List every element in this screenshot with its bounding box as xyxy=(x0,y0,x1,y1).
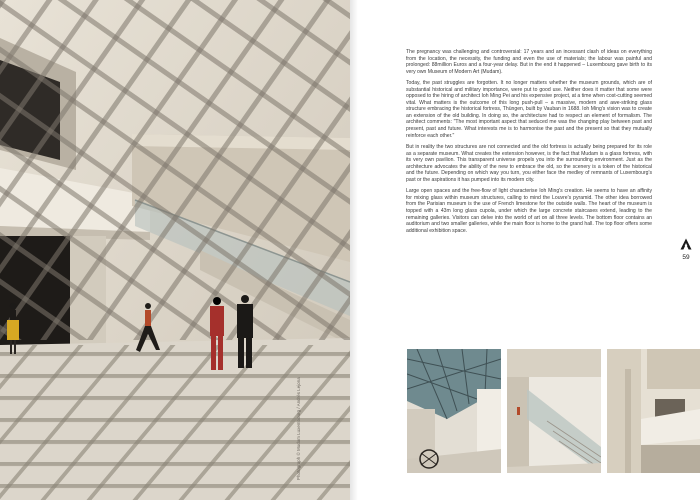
staircase-illustration xyxy=(507,349,601,473)
article-paragraph: Large open spaces and the free-flow of light characterise Ioh Ming's creation. He seems to have an affinity for mixing glass within museum structures, calling to mind the Louvre's pyramid. The other idea borrowed from the Parisian museum is the use of French limestone for the outside walls. The heart of the museum is topped with a 43m long glass cupola, under which the large concrete staircases extend, leading to the remaining galleries. Visitors can delve into the world of art on all three levels. The bottom floor contains an auditorium and two smaller galleries, while the main floor is home to the grand hall. The top floor offers some additional exhibition space. xyxy=(406,188,652,234)
photo-credit: Photograph © Mudam Luxembourg / Andrés Lejona xyxy=(296,377,301,480)
page-number: 59 xyxy=(682,254,690,261)
article-paragraph: Today, the past struggles are forgotten. It no longer matters whether the museum grounds, which are of substantial historical and military importance, were put to good use. Neither does it matter that some were opposed to the hiring of architect Ioh Ming Pei and his expensive project, at a time when cost-cutting seemed vital. What matters is the outcome of this long push-pull – a massive, modern and awe-striking glass structure embracing the historical fortress, Thüngen, built by Vauban in 1688. Ioh Ming's vision was to create an extension of the old building. In doing so, the architecture had to respect an element of formalism. The architect comments: "The most important aspect that seduced me was the changing play between past and present, past and future. What interests me is to harmonise the past and the present so that they mutually reinforce each other." xyxy=(406,80,652,139)
page-gutter xyxy=(350,0,358,500)
glass-cupola-illustration xyxy=(407,349,501,473)
article-paragraph: But in reality the two structures are not connected and the old fortress is actually being prepared for its role as a separate museum. What creates the extension however, is the fact that Mudam is a glass fortress, with its very own pavilion. This transparent universe propels you into the surrounding environment. Just as the architecture advocates the ability of the new to embrace the old, so the scenery is a token of the historical and the future. Depending on which way you turn, you either face the medley of remnants of Luxembourg's past or the aspirations it has pumped into its modern city. xyxy=(406,144,652,183)
article-paragraph: The pregnancy was challenging and controversial: 17 years and an incessant clash of ideas on everything from the location, the necessity, the funding and even the use of materials; the labour was painful and prolonged: 88million Euros and a four-year delay. But in the end it happened – Luxembourg gave birth to its very own Museum of Modern Art (Mudam). xyxy=(406,49,652,75)
article-body xyxy=(406,49,652,339)
thumbnail-staircase xyxy=(507,349,601,473)
magazine-logo-icon xyxy=(680,238,692,250)
thumbnail-glass-cupola xyxy=(407,349,501,473)
thumbnail-gallery-wall xyxy=(607,349,700,473)
gallery-wall-illustration xyxy=(607,349,700,473)
